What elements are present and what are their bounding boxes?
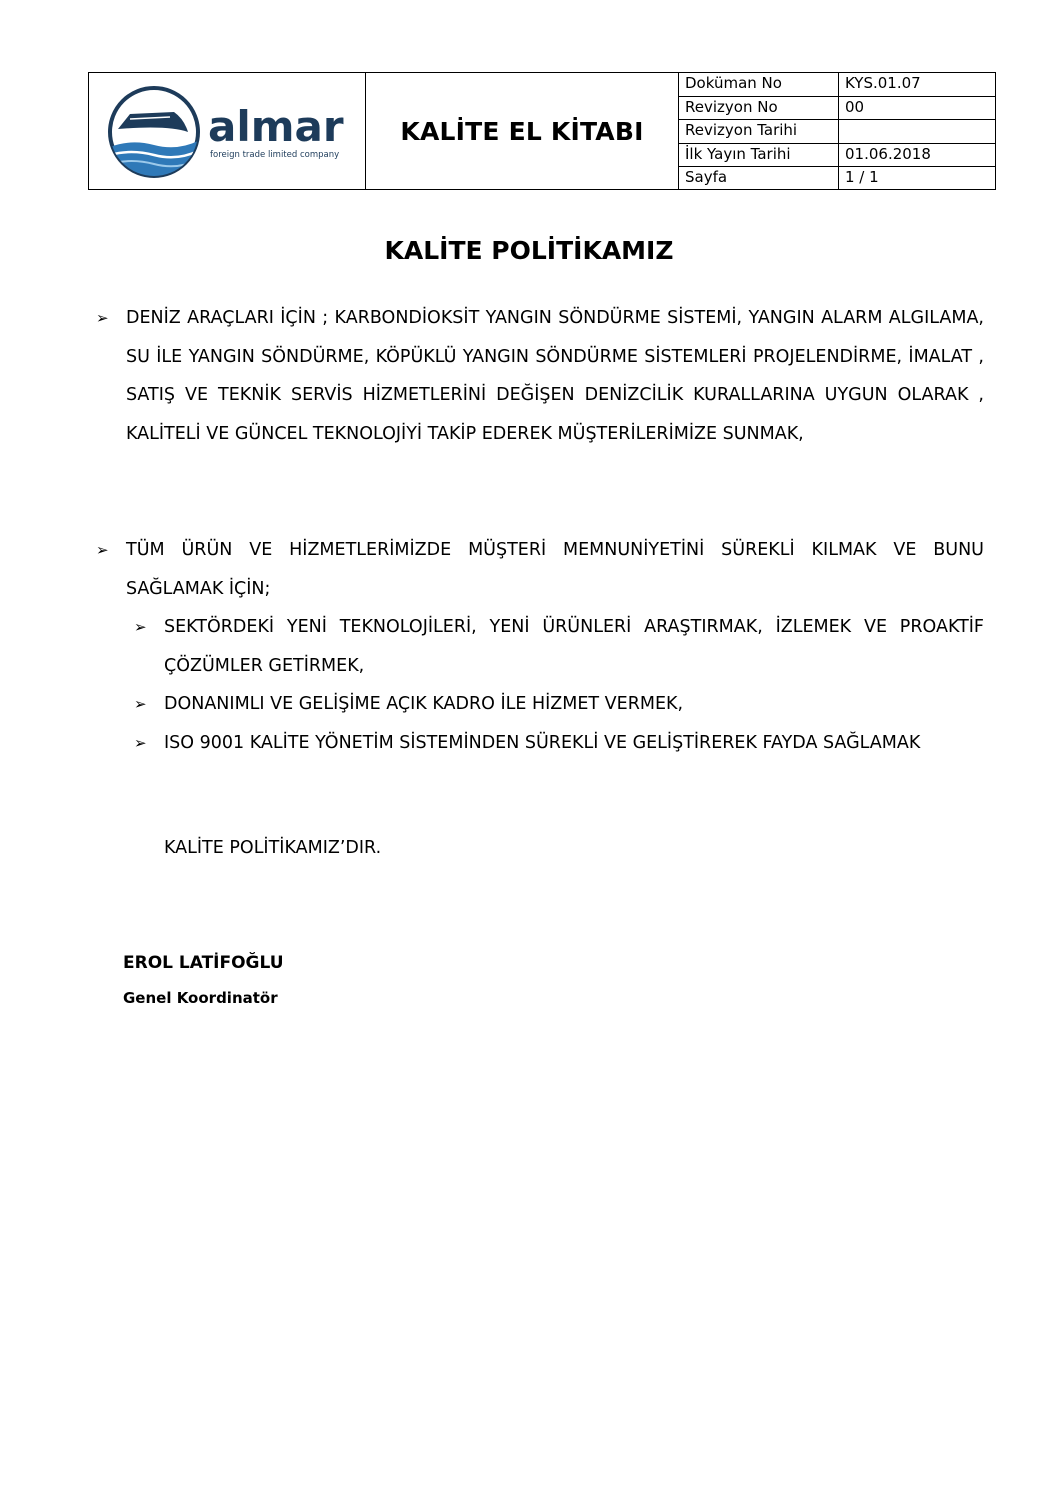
header-title: KALİTE EL KİTABI (366, 73, 679, 189)
meta-row (679, 96, 995, 120)
meta-value: KYS.01.07 (839, 73, 996, 96)
meta-label: Revizyon No (679, 96, 839, 120)
meta-value: 1 / 1 (845, 168, 879, 187)
document-header (88, 72, 996, 190)
arrow-bullet-icon: ➢ (134, 695, 147, 713)
arrow-bullet-icon: ➢ (134, 618, 147, 636)
almar-logo-icon (96, 75, 358, 187)
meta-value: 00 (839, 96, 996, 120)
meta-label: Sayfa (679, 167, 839, 190)
policy-sub-bullet-text: ISO 9001 KALİTE YÖNETİM SİSTEMİNDEN SÜREKLİ VE GELİŞTİREREK FAYDA SAĞLAMAK (164, 733, 921, 753)
policy-sub-bullet-text: DONANIMLI VE GELİŞİME AÇIK KADRO İLE HİZMET VERMEK, (164, 694, 684, 714)
policy-sub-bullet (134, 608, 984, 685)
policy-bullet-text: TÜM ÜRÜN VE HİZMETLERİMİZDE MÜŞTERİ MEMNUNİYETİNİ SÜREKLİ KILMAK VE BUNU SAĞLAMAK İÇİN; (126, 540, 984, 599)
signatory-role: Genel Koordinatör (123, 989, 278, 1007)
closing-statement: KALİTE POLİTİKAMIZ’DIR. (164, 838, 382, 858)
meta-label: Revizyon Tarihi (679, 120, 839, 144)
policy-bullet (96, 299, 984, 453)
document-meta-table (679, 73, 995, 190)
meta-label: İlk Yayın Tarihi (679, 143, 839, 167)
policy-sub-bullet (134, 724, 984, 763)
policy-bullet-text: DENİZ ARAÇLARI İÇİN ; KARBONDİOKSİT YANGIN SÖNDÜRME SİSTEMİ, YANGIN ALARM ALGILAMA, SU İLE YANGIN SÖNDÜRME, KÖPÜKLÜ YANGIN SÖNDÜRME SİSTEMLERİ PROJELENDİRME, İMALAT , SATIŞ VE TEKNİK SERVİS HİZMETLERİNİ DEĞİŞEN DENİZCİLİK KURALLARINA UYGUN OLARAK , KALİTELİ VE GÜNCEL TEKNOLOJİYİ TAKİP EDEREK MÜŞTERİLERİMİZE SUNMAK, (126, 308, 984, 444)
signatory-name: EROL LATİFOĞLU (123, 953, 284, 973)
meta-row (679, 73, 995, 96)
meta-row (679, 143, 995, 167)
policy-sub-bullet (134, 685, 984, 724)
policy-sub-bullet-text: SEKTÖRDEKİ YENİ TEKNOLOJİLERİ, YENİ ÜRÜNLERİ ARAŞTIRMAK, İZLEMEK VE PROAKTİF ÇÖZÜMLER GETİRMEK, (164, 617, 984, 676)
company-logo (89, 73, 366, 189)
page-title: KALİTE POLİTİKAMIZ (384, 236, 674, 265)
arrow-bullet-icon: ➢ (96, 541, 109, 559)
svg-text:almar: almar (208, 102, 344, 151)
svg-text:foreign trade limited company: foreign trade limited company (210, 150, 340, 160)
arrow-bullet-icon: ➢ (134, 734, 147, 752)
meta-label: Doküman No (679, 73, 839, 96)
meta-row (679, 167, 995, 190)
meta-value (839, 120, 996, 144)
arrow-bullet-icon: ➢ (96, 309, 109, 327)
meta-row (679, 120, 995, 144)
policy-bullet (96, 531, 984, 608)
meta-value: 01.06.2018 (839, 143, 996, 167)
